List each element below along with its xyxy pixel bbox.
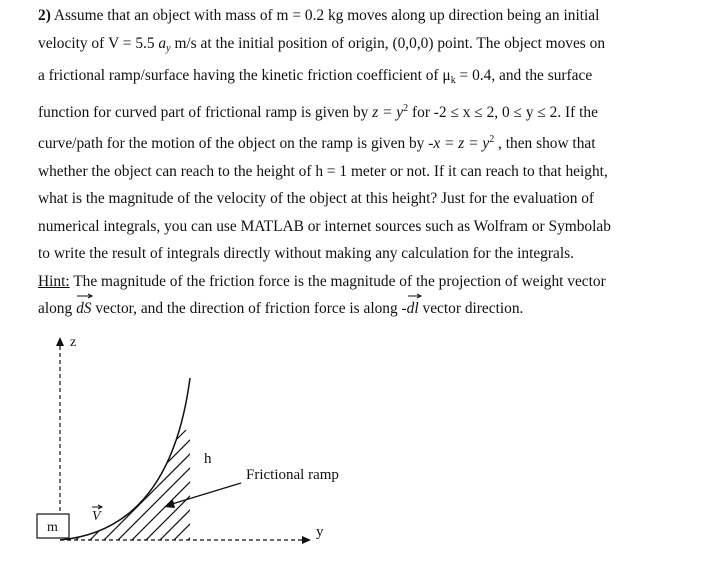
line-7: what is the magnitude of the velocity of the object at this height? Just for the evaluation of [38,190,595,207]
y-axis [60,536,311,544]
path-exponent: 2 [489,134,495,145]
line-3a: a frictional ramp/surface having the kinetic friction coefficient of [38,67,439,84]
unit-vector-sub: y [166,42,171,54]
mu-sub: k [450,75,456,86]
dl-text: dl [406,300,419,317]
dS-text: dS [76,300,92,317]
z-axis-label: z [70,335,77,350]
surface-exponent: 2 [403,102,409,114]
line-8: numerical integrals, you can use MATLAB or internet sources such as Wolfram or Symbolab [38,217,611,235]
height-label: h [204,451,212,467]
velocity-expr-text: V = 5.5 [108,34,155,52]
line-1-text: Assume that an object with mass of m = 0.2 kg moves along up direction being an initial [53,7,600,24]
z-axis-arrowhead [56,337,64,346]
line-2b: m/s at the initial position of origin, (0,0,0) point. The object moves on [174,34,606,52]
line-4a: function for curved part of frictional ramp is given by [38,103,369,121]
problem-number: 2) [38,7,51,24]
z-axis [56,337,64,514]
unit-vector-a: a [158,34,167,52]
mu-symbol: μ [442,67,451,84]
hint-label: Hint: [38,272,70,290]
line-9: to write the result of integrals directly without making any calculation for the integrals. [38,245,574,262]
line-5a: curve/path for the motion of the object on the ramp is given by [38,135,425,152]
line-11c: vector direction. [422,300,524,317]
ramp-label: Frictional ramp [246,467,339,483]
y-axis-label: y [316,524,324,540]
y-axis-arrowhead [302,536,311,544]
line-11a: along [38,300,73,317]
line-10-text: The magnitude of the friction force is the magnitude of the projection of weight vector [73,272,606,290]
surface-equation: z = y [372,103,404,121]
mass-label: m [47,520,58,535]
line-3b: = 0.4, and the surface [459,67,593,84]
line-5b: , then show that [498,135,596,152]
path-equation: -x = z = y [428,135,490,152]
ramp-pointer-arrow [164,483,241,508]
line-6: whether the object can reach to the height of h = 1 meter or not. If it can reach to that height, [38,162,608,180]
line-2a: velocity of [38,34,105,52]
velocity-label: V [92,509,101,524]
line-4b: for -2 ≤ x ≤ 2, 0 ≤ y ≤ 2. If the [412,103,598,121]
line-11b: vector, and the direction of friction force is along - [95,300,407,317]
